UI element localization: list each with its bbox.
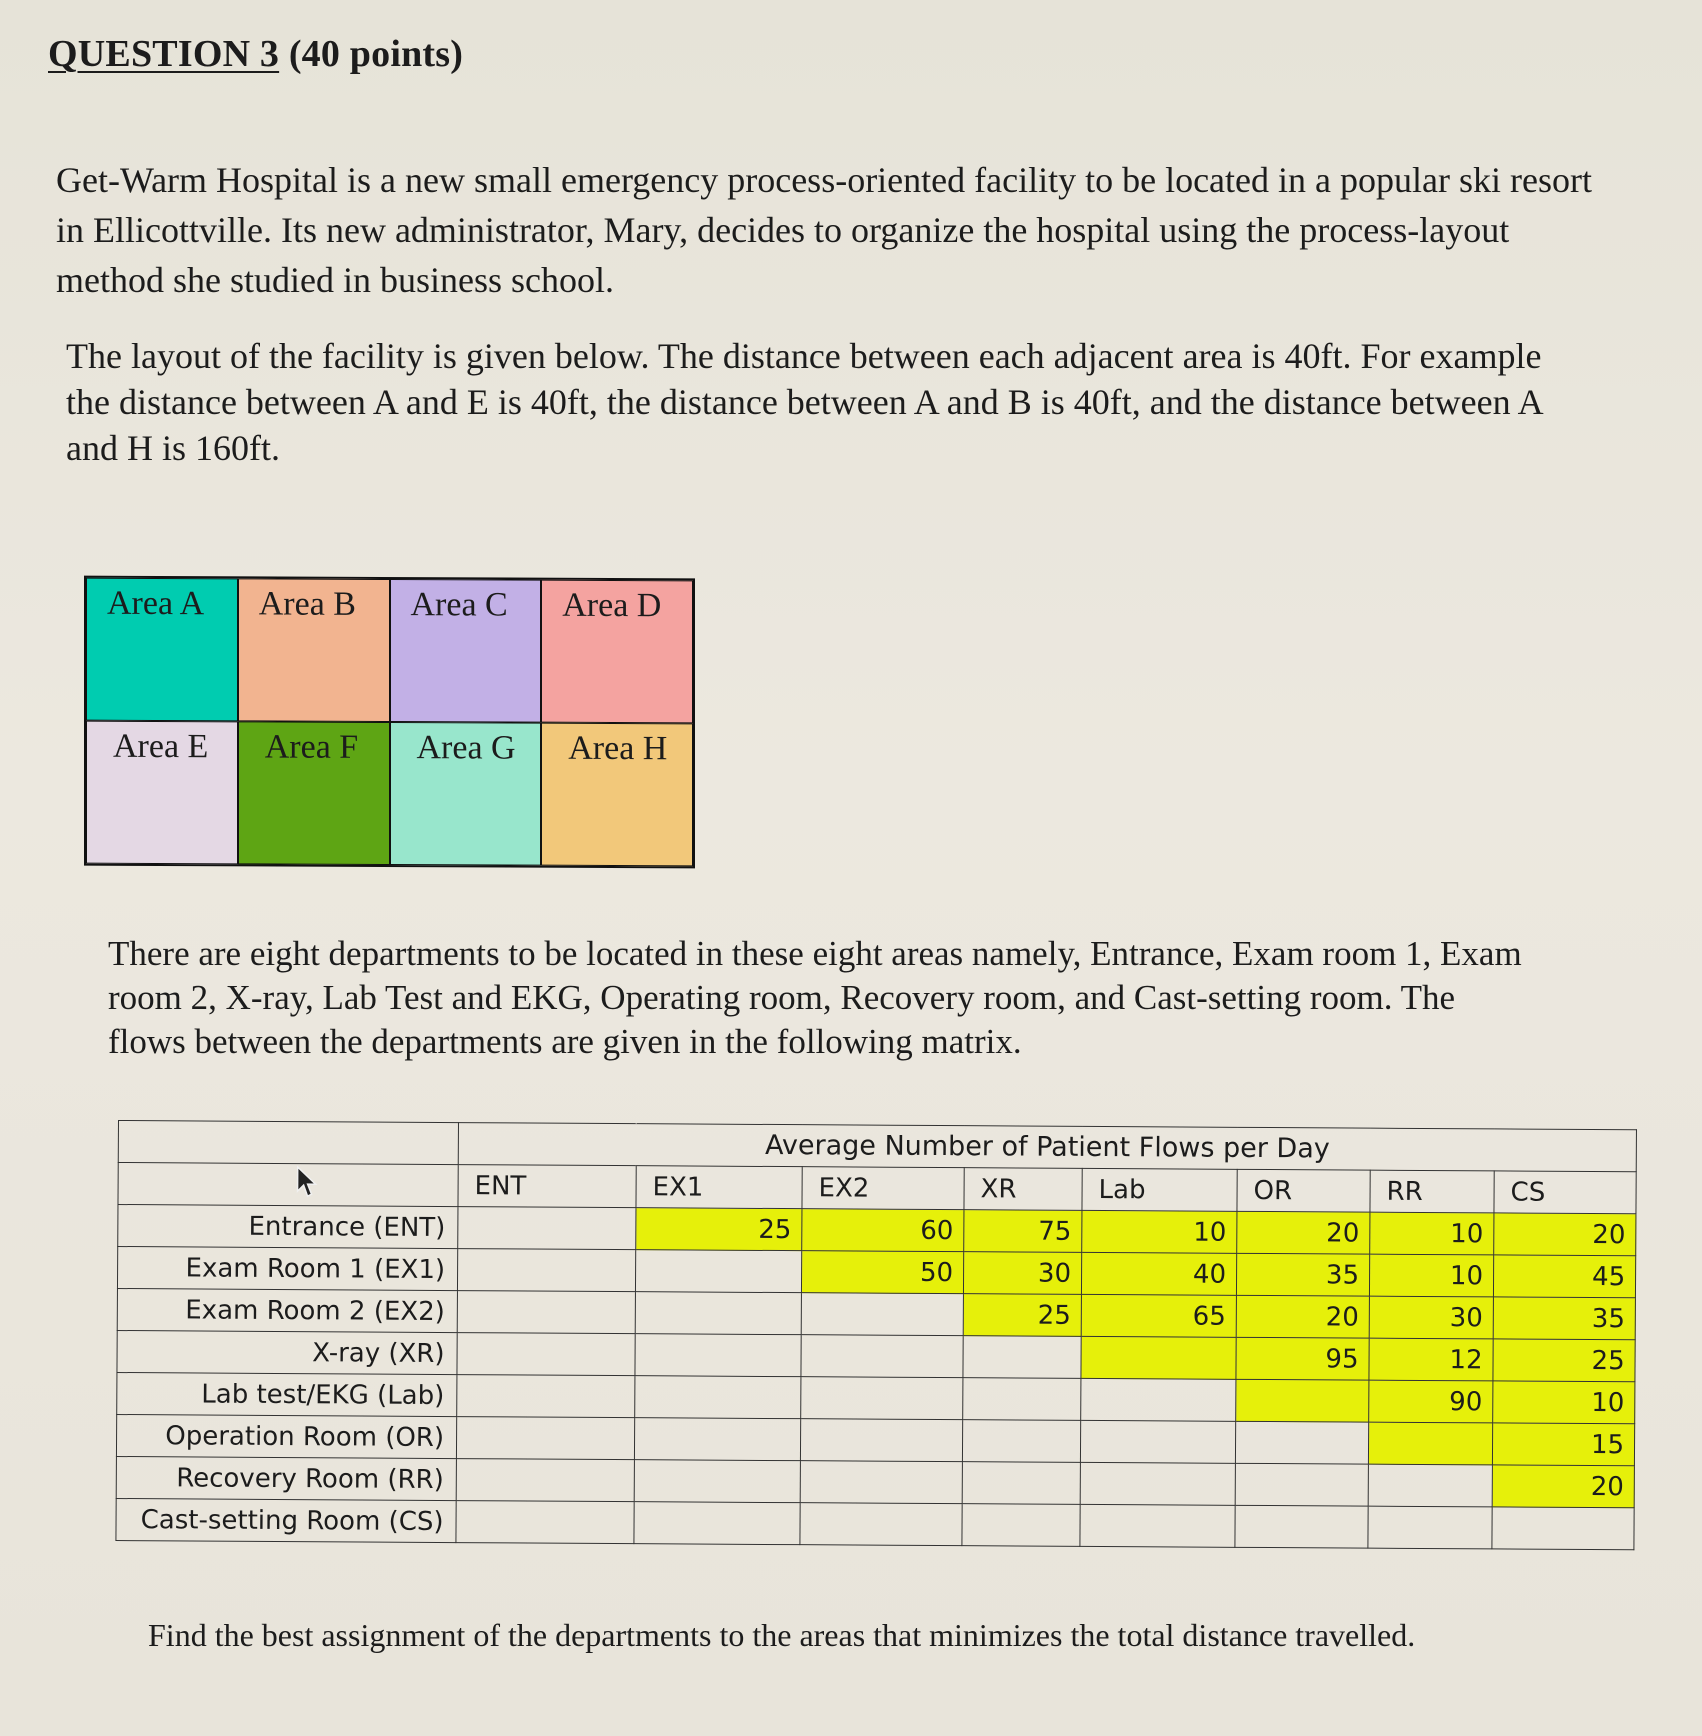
matrix-cell	[1080, 1462, 1235, 1505]
matrix-cell: 30	[963, 1252, 1081, 1295]
matrix-cell	[1080, 1504, 1235, 1547]
matrix-cell	[962, 1504, 1080, 1547]
area-cell-b: Area B	[238, 578, 390, 722]
matrix-cell	[1368, 1506, 1492, 1549]
matrix-cell	[1492, 1507, 1634, 1550]
matrix-cell	[634, 1460, 800, 1503]
column-header: OR	[1237, 1169, 1370, 1212]
column-header: CS	[1494, 1171, 1636, 1214]
column-header: XR	[964, 1168, 1082, 1211]
matrix-cell	[1368, 1464, 1492, 1507]
matrix-cell	[963, 1336, 1081, 1379]
flow-matrix-container	[115, 1120, 1636, 1591]
matrix-caption: Average Number of Patient Flows per Day	[458, 1123, 1636, 1172]
matrix-cell: 15	[1492, 1423, 1634, 1466]
matrix-cell: 20	[1236, 1295, 1369, 1338]
matrix-cell	[963, 1378, 1081, 1421]
departments-paragraph: There are eight departments to be located in these eight areas namely, Entrance, Exam room 1, Exam room 2, X-ray, Lab Test and EKG, Operating room, Recovery room, and Cast-setting room. The flows between the departments are given in the following matrix.	[108, 934, 1522, 1061]
column-header: RR	[1370, 1170, 1494, 1213]
matrix-cell	[1081, 1378, 1236, 1421]
column-header: EX2	[802, 1167, 964, 1210]
intro-paragraph: Get-Warm Hospital is a new small emergency process-oriented facility to be located in a popular ski resort in Ellicottville. Its new administrator, Mary, decides to organize the hospital using the process-layout method she studied in business school.	[56, 160, 1592, 300]
matrix-cell: 20	[1492, 1465, 1634, 1508]
matrix-cell	[1236, 1379, 1369, 1422]
matrix-cell	[962, 1462, 1080, 1505]
matrix-cell	[801, 1293, 963, 1336]
matrix-cell	[457, 1333, 635, 1376]
matrix-cell: 10	[1370, 1212, 1494, 1255]
matrix-cell	[635, 1250, 801, 1293]
matrix-cell	[635, 1334, 801, 1377]
matrix-cell	[1235, 1463, 1368, 1506]
question-points: (40 points)	[288, 33, 464, 75]
matrix-cell: 10	[1082, 1210, 1237, 1253]
row-header: X-ray (XR)	[117, 1330, 457, 1374]
matrix-cell	[962, 1420, 1080, 1463]
area-cell-a: Area A	[86, 578, 238, 722]
matrix-cell: 90	[1369, 1380, 1493, 1423]
matrix-cell: 65	[1081, 1294, 1236, 1337]
row-header: Exam Room 2 (EX2)	[117, 1288, 457, 1332]
matrix-cell: 60	[802, 1209, 964, 1252]
matrix-cell: 12	[1369, 1338, 1493, 1381]
matrix-cell	[1080, 1420, 1235, 1463]
area-cell-c: Area C	[390, 579, 542, 723]
question-title	[48, 32, 463, 76]
matrix-cell	[800, 1503, 962, 1546]
matrix-corner-cell	[118, 1121, 458, 1165]
matrix-cell: 40	[1081, 1252, 1236, 1295]
matrix-cell: 35	[1236, 1253, 1369, 1296]
matrix-cell	[801, 1377, 963, 1420]
matrix-cell: 75	[964, 1210, 1082, 1253]
area-cell-d: Area D	[541, 580, 693, 724]
matrix-cell	[634, 1502, 800, 1545]
area-cell-e: Area E	[86, 721, 238, 865]
matrix-cell: 25	[636, 1208, 802, 1251]
matrix-cell	[635, 1292, 801, 1335]
matrix-cell: 25	[1493, 1339, 1635, 1382]
matrix-cell	[1235, 1421, 1368, 1464]
task-paragraph: Find the best assignment of the departments to the areas that minimizes the total distance travelled.	[148, 1617, 1416, 1653]
matrix-header-corner	[118, 1163, 458, 1207]
row-header: Operation Room (OR)	[116, 1414, 456, 1458]
layout-paragraph: The layout of the facility is given below. The distance between each adjacent area is 40ft. For example the distance between A and E is 40ft, the distance between A and B is 40ft, and the distance between A and H is 160ft.	[66, 336, 1542, 468]
row-header: Cast-setting Room (CS)	[116, 1498, 456, 1542]
matrix-cell: 10	[1369, 1254, 1493, 1297]
matrix-cell	[457, 1375, 635, 1418]
facility-layout-grid	[84, 576, 695, 869]
matrix-cell	[456, 1459, 634, 1502]
matrix-cell: 95	[1236, 1337, 1369, 1380]
matrix-cell	[800, 1461, 962, 1504]
row-header: Exam Room 1 (EX1)	[117, 1247, 457, 1291]
column-header: ENT	[458, 1165, 636, 1208]
matrix-cell: 50	[801, 1251, 963, 1294]
matrix-cell: 30	[1369, 1296, 1493, 1339]
matrix-body	[116, 1205, 1636, 1550]
row-header: Entrance (ENT)	[118, 1205, 458, 1249]
matrix-cell	[1235, 1505, 1368, 1548]
matrix-cell: 10	[1493, 1381, 1635, 1424]
matrix-cell	[800, 1419, 962, 1462]
flow-matrix	[115, 1120, 1637, 1550]
matrix-cell: 45	[1493, 1255, 1635, 1298]
matrix-cell	[634, 1418, 800, 1461]
matrix-cell	[1081, 1336, 1236, 1379]
row-header: Recovery Room (RR)	[116, 1456, 456, 1500]
matrix-cell: 20	[1237, 1211, 1370, 1254]
question-label: QUESTION 3	[48, 33, 280, 75]
matrix-cell	[457, 1249, 635, 1292]
area-cell-h: Area H	[541, 723, 693, 867]
matrix-cell: 35	[1493, 1297, 1635, 1340]
column-header: EX1	[636, 1166, 802, 1209]
mouse-cursor-icon	[296, 1165, 320, 1199]
column-header: Lab	[1082, 1168, 1237, 1211]
matrix-cell: 25	[963, 1294, 1081, 1337]
matrix-cell	[456, 1417, 634, 1460]
matrix-cell: 20	[1494, 1213, 1636, 1256]
area-cell-f: Area F	[238, 721, 390, 865]
matrix-cell	[457, 1291, 635, 1334]
matrix-cell	[456, 1501, 634, 1544]
row-header: Lab test/EKG (Lab)	[117, 1372, 457, 1416]
area-cell-g: Area G	[390, 722, 542, 866]
matrix-cell	[635, 1376, 801, 1419]
table-row	[116, 1498, 1634, 1549]
matrix-cell	[458, 1207, 636, 1250]
matrix-cell	[1368, 1422, 1492, 1465]
matrix-cell	[801, 1335, 963, 1378]
